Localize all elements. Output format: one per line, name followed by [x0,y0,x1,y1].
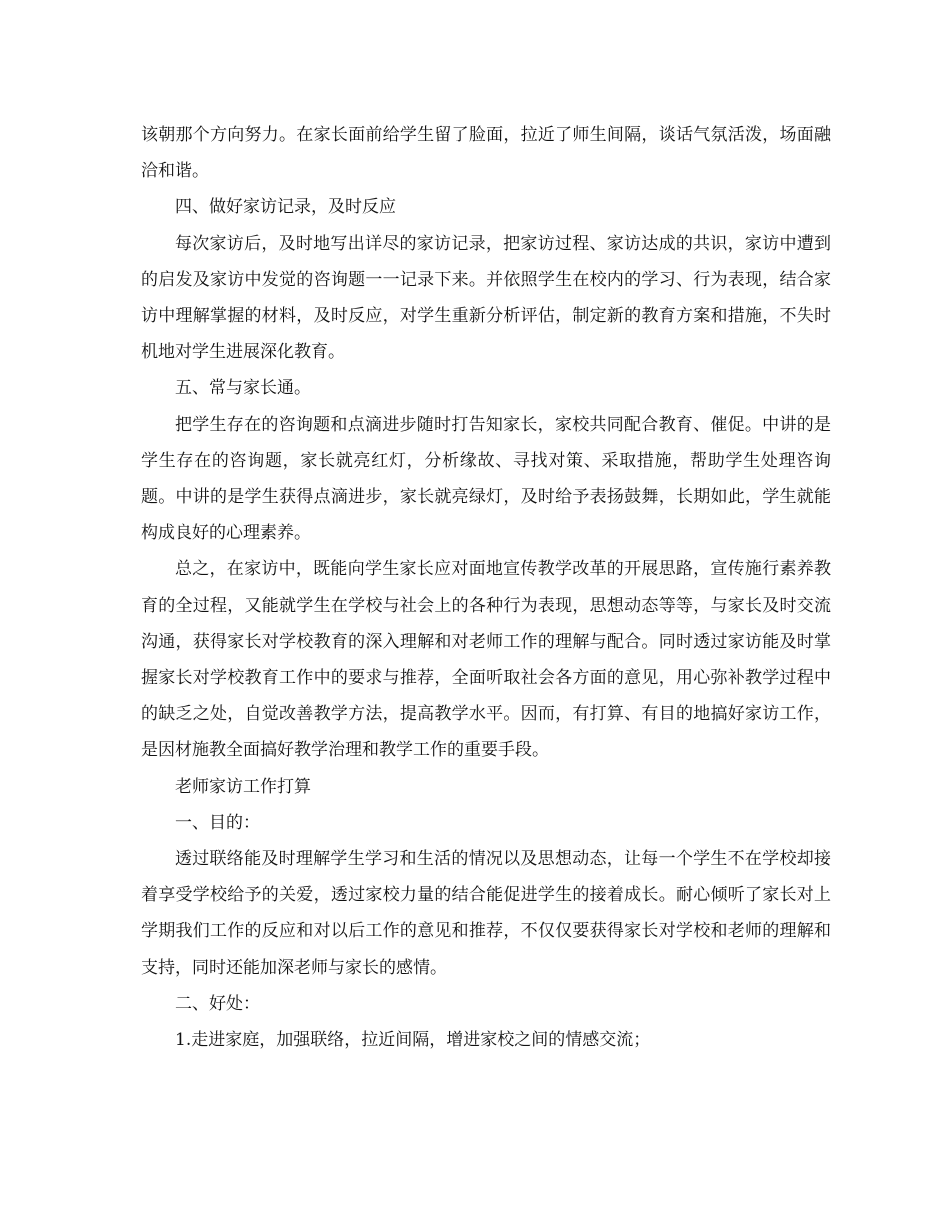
section-heading-5: 五、常与家长通。 [175,378,311,399]
paragraph: 每次家访后，及时地写出详尽的家访记录，把家访过程、家访达成的共识，家访中遭到的启发及家访中发觉的咨询题一一记录下来。并依照学生在校内的学习、行为表现，结合家访中理解掌握的材料，及时反应，对学生重新分析评估，制定新的教育方案和措施，不失时机地对学生进展深化教育。 [141,233,831,363]
section-heading-1: 一、目的： [175,812,260,833]
section-heading-2: 二、好处： [175,993,260,1014]
section-heading-4: 四、做好家访记录，及时反应 [175,197,396,218]
paragraph-continuation: 该朝那个方向努力。在家长面前给学生留了脸面，拉近了师生间隔，谈话气氛活泼，场面融洽和谐。 [141,125,831,182]
paragraph-summary: 总之，在家访中，既能向学生家长应对面地宣传教学改革的开展思路，宣传施行素养教育的全过程，又能就学生在学校与社会上的各种行为表现，思想动态等等，与家长及时交流沟通，获得家长对学校教育的深入理解和对老师工作的理解与配合。同时透过家访能及时掌握家长对学校教育工作中的要求与推荐，全面听取社会各方面的意见，用心弥补教学过程中的缺乏之处，自觉改善教学方法，提高教学水平。因而，有打算、有目的地搞好家访工作，是因材施教全面搞好教学治理和教学工作的重要手段。 [141,559,831,761]
document-subtitle: 老师家访工作打算 [175,776,311,797]
paragraph: 把学生存在的咨询题和点滴进步随时打告知家长，家校共同配合教育、催促。中讲的是学生存在的咨询题，家长就亮红灯，分析缘故、寻找对策、采取措施，帮助学生处理咨询题。中讲的是学生获得点滴进步，家长就亮绿灯，及时给予表扬鼓舞，长期如此，学生就能构成良好的心理素养。 [141,414,831,544]
list-item: 1.走进家庭，加强联络，拉近间隔，增进家校之间的情感交流； [175,1030,651,1051]
document-body [141,117,831,1058]
paragraph: 透过联络能及时理解学生学习和生活的情况以及思想动态，让每一个学生不在学校却接着享受学校给予的关爱，透过家校力量的结合能促进学生的接着成长。耐心倾听了家长对上学期我们工作的反应和对以后工作的意见和推荐，不仅仅要获得家长对学校和老师的理解和支持，同时还能加深老师与家长的感情。 [141,849,831,978]
